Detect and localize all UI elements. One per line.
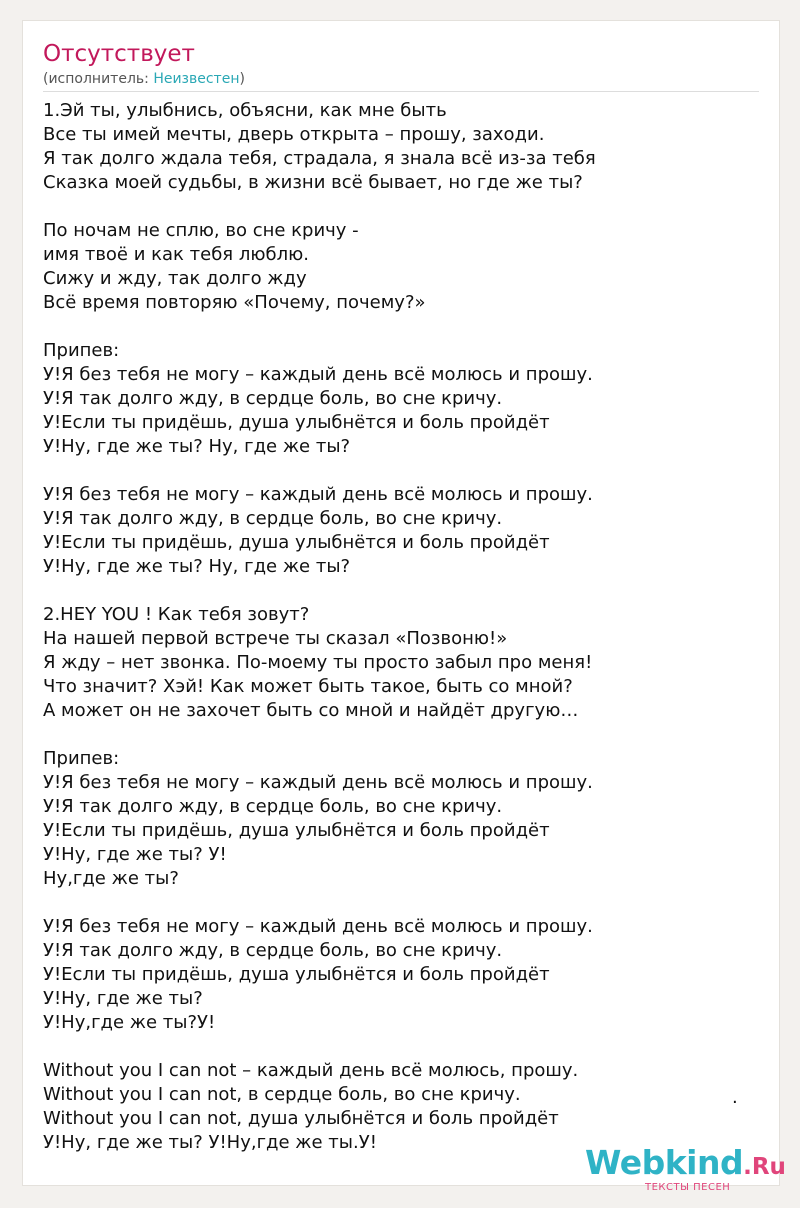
- lyrics-line: У!Ну, где же ты? У!Ну,где же ты.У!: [43, 1132, 377, 1153]
- lyrics-line: Всё время повторяю «Почему, почему?»: [43, 292, 426, 313]
- lyrics-line: Without you I can not, душа улыбнётся и боль пройдёт: [43, 1108, 559, 1129]
- lyrics-line: А может он не захочет быть со мной и найдёт другую…: [43, 700, 579, 721]
- lyrics-line: У!Я без тебя не могу – каждый день всё молюсь и прошу.: [43, 772, 593, 793]
- logo-brand: Webkind: [585, 1143, 744, 1182]
- lyrics-card: [22, 20, 786, 1193]
- artist-line: [43, 71, 245, 87]
- lyrics-line: У!Я так долго жду, в сердце боль, во сне кричу.: [43, 796, 503, 817]
- lyrics-line: У!Если ты придёшь, душа улыбнётся и боль пройдёт: [43, 820, 550, 841]
- lyrics-line: Сижу и жду, так долго жду: [43, 268, 307, 289]
- artist-link[interactable]: Неизвестен: [153, 71, 240, 87]
- lyrics-line: У!Ну, где же ты?: [43, 988, 203, 1009]
- lyrics-line: У!Ну, где же ты? У!: [43, 844, 227, 865]
- lyrics-blank-line: [43, 891, 596, 915]
- artist-suffix: ): [239, 71, 245, 87]
- lyrics-line: У!Я без тебя не могу – каждый день всё молюсь и прошу.: [43, 484, 593, 505]
- trailing-dot: .: [732, 1087, 738, 1108]
- lyrics-line: На нашей первой встрече ты сказал «Позвоню!»: [43, 628, 508, 649]
- lyrics-line: Припев:: [43, 748, 120, 769]
- lyrics-text: [43, 99, 596, 1155]
- lyrics-line: 2.HEY YOU ! Как тебя зовут?: [43, 604, 310, 625]
- lyrics-line: 1.Эй ты, улыбнись, объясни, как мне быть: [43, 100, 447, 121]
- lyrics-blank-line: [43, 315, 596, 339]
- lyrics-line: У!Если ты придёшь, душа улыбнётся и боль пройдёт: [43, 532, 550, 553]
- lyrics-line: Ну,где же ты?: [43, 868, 179, 889]
- lyrics-line: У!Я так долго жду, в сердце боль, во сне кричу.: [43, 388, 503, 409]
- lyrics-blank-line: [43, 579, 596, 603]
- lyrics-line: У!Если ты придёшь, душа улыбнётся и боль пройдёт: [43, 412, 550, 433]
- lyrics-line: У!Я так долго жду, в сердце боль, во сне кричу.: [43, 508, 503, 529]
- lyrics-line: Without you I can not, в сердце боль, во сне кричу.: [43, 1084, 521, 1105]
- lyrics-blank-line: [43, 195, 596, 219]
- lyrics-line: Что значит? Хэй! Как может быть такое, быть со мной?: [43, 676, 573, 697]
- lyrics-line: По ночам не сплю, во сне кричу -: [43, 220, 359, 241]
- logo-tld: .Ru: [743, 1154, 786, 1180]
- lyrics-blank-line: [43, 459, 596, 483]
- lyrics-line: имя твоё и как тебя люблю.: [43, 244, 309, 265]
- lyrics-line: У!Ну, где же ты? Ну, где же ты?: [43, 436, 351, 457]
- lyrics-line: Я жду – нет звонка. По-моему ты просто забыл про меня!: [43, 652, 593, 673]
- lyrics-line: Without you I can not – каждый день всё молюсь, прошу.: [43, 1060, 579, 1081]
- lyrics-blank-line: [43, 723, 596, 747]
- lyrics-line: У!Если ты придёшь, душа улыбнётся и боль пройдёт: [43, 964, 550, 985]
- lyrics-blank-line: [43, 1035, 596, 1059]
- lyrics-line: У!Я так долго жду, в сердце боль, во сне кричу.: [43, 940, 503, 961]
- logo-tagline: ТЕКСТЫ ПЕСЕН: [645, 1182, 731, 1193]
- lyrics-line: Я так долго ждала тебя, страдала, я знала всё из-за тебя: [43, 148, 596, 169]
- artist-prefix: (исполнитель:: [43, 71, 154, 87]
- lyrics-line: У!Ну, где же ты? Ну, где же ты?: [43, 556, 351, 577]
- lyrics-line: У!Я без тебя не могу – каждый день всё молюсь и прошу.: [43, 916, 593, 937]
- lyrics-line: У!Я без тебя не могу – каждый день всё молюсь и прошу.: [43, 364, 593, 385]
- lyrics-line: Сказка моей судьбы, в жизни всё бывает, но где же ты?: [43, 172, 583, 193]
- song-title: Отсутствует: [43, 41, 195, 67]
- lyrics-line: У!Ну,где же ты?У!: [43, 1012, 216, 1033]
- lyrics-line: Все ты имей мечты, дверь открыта – прошу, заходи.: [43, 124, 545, 145]
- lyrics-line: Припев:: [43, 340, 120, 361]
- header-divider: [43, 91, 759, 92]
- webkind-logo[interactable]: [585, 1143, 786, 1193]
